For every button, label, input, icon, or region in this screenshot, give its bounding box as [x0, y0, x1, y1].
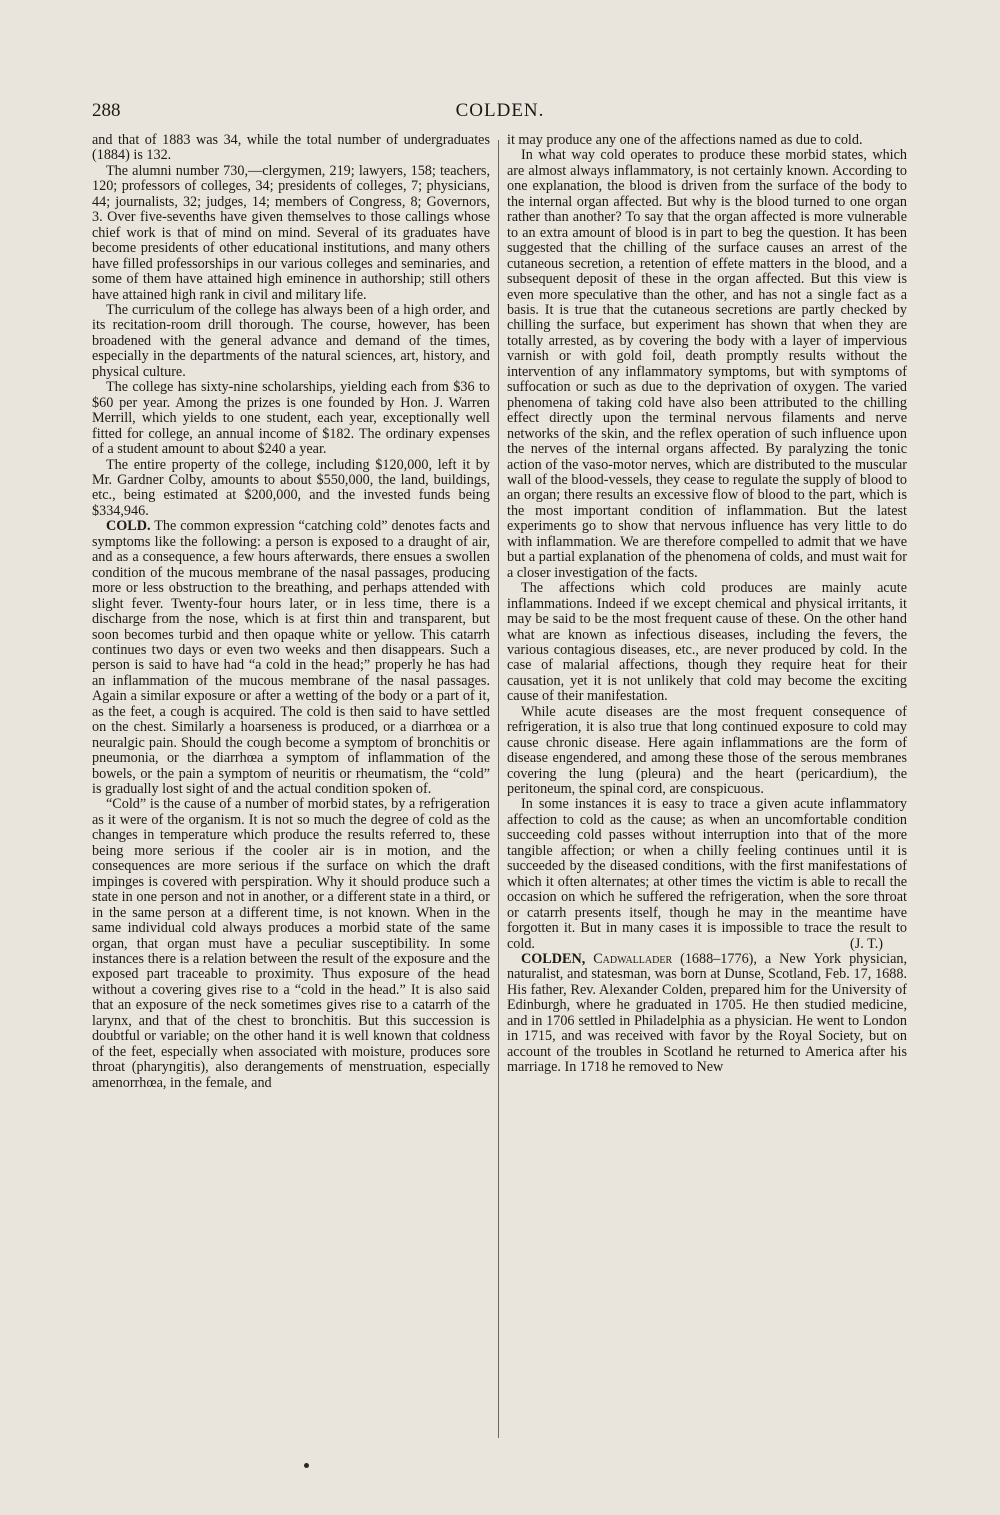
paragraph: In what way cold operates to produce these morbid states, which are almost always inflammatory, is not certainly known. According to one explanation, the blood is driven from the surface of the body to the internal organ affected. But why is the blood turned to one organ rather than another? To say that the organ affected is more vulnerable to an extra amount of blood is in part to beg the question. It has been suggested that the chilling of the surface causes an arrest of the cutaneous secretion, a retention of effete matters in the blood, and a subsequent deposit of these in the organ affected. But this view is even more speculative than the other, and has not a single fact as a basis. It is true that the cutaneous secretions are partly checked by chilling the surface, but experiment has shown that when they are totally arrested, as by covering the body with a layer of impervious varnish or with gold foil, death promptly results without the intervention of any inflammatory symptoms, but with symptoms of suffocation or such as due to the deprivation of oxygen. The varied phenomena of taking cold have also been attributed to the chilling effect directly upon the terminal nervous filaments and nerve networks of the skin, and the reflex operation of such influence upon the nerves of the internal organs affected. By paralyzing the tonic action of the vaso-motor nerves, which are distributed to the muscular wall of the blood-vessels, they cease to regulate the supply of blood to an organ; there results an excessive flow of blood to the part, which is the most important condition of inflammation. But the latest experiments go to show that nervous influence has very little to do with inflammation. We are therefore compelled to admit that we have but a partial explanation of the phenomena of colds, and must wait for a closer investigation of the facts. [507, 147, 907, 581]
page-header [92, 100, 908, 126]
article-head-word: COLD. [106, 518, 151, 535]
paragraph: The entire property of the college, including $120,000, left it by Mr. Gardner Colby, amounts to about $550,000, the land, buildings, etc., being estimated at $200,000, and the invested funds being $334,946. [92, 456, 490, 519]
paragraph: The curriculum of the college has always been of a high order, and its recitation-room drill thorough. The course, however, has been broadened with the general advance and demand of the times, especially in the departments of the natural sciences, art, history, and physical culture. [92, 301, 490, 380]
paragraph: “Cold” is the cause of a number of morbid states, by a refrigeration as it were of the organism. It is not so much the degree of cold as the changes in temperature which produce the results referred to, these being more serious if the cooler air is in motion, and the consequences are more serious if the surface on which the draft impinges is covered with perspiration. Why it should produce such a state in one person and not in another, or a different state in a third, or in the same person at a different time, is not known. When in the same individual cold always produces a morbid state of the same organ, that organ must have a peculiar susceptibility. In some instances there is a relation between the result of the exposure and the exposed part traceable to proximity. Thus exposure of the head without a covering gives rise to a “cold in the head.” It is also said that an exposure of the neck sometimes gives rise to a catarrh of the larynx, and that of the chest to bronchitis. But this succession is doubtful or variable; on the other hand it is well known that coldness of the feet, especially when associated with moisture, produces sore throat (pharyngitis), also derangements of menstruation, especially amenorrhœa, in the female, and [92, 796, 490, 1091]
column-rule [498, 140, 499, 1438]
article-paragraph-cold [92, 519, 490, 797]
paragraph: The college has sixty-nine scholarships, yielding each from $36 to $60 per year. Among the prizes is one founded by Hon. J. Warren Merrill, which yields to one student, each year, exceptionally well fitted for college, an annual income of $182. The ordinary expenses of a student amount to about $240 a year. [92, 379, 490, 458]
running-head: COLDEN. [455, 100, 545, 121]
paragraph: and that of 1883 was 34, while the total number of undergraduates (1884) is 132. [92, 133, 490, 164]
article-name: Cadwallader [593, 951, 673, 968]
article-head-word: COLDEN, [521, 951, 586, 968]
paragraph-with-signature [507, 797, 907, 952]
paragraph-text: In some instances it is easy to trace a given acute inflammatory affection to cold as the cause; as when an uncomfortable condition succeeding cold passes without interruption into that of the more tangible affection; or when a chilly feeling continues until it is succeeded by the diseased conditions, with the first manifestations of which it often alternates; at other times the victim is able to recall the occasion on which he suffered the refrigeration, when the sore throat or catarrh presents itself, though he may in the meantime have forgotten it. But in many cases it is impossible to trace the result to cold. [507, 796, 907, 952]
paragraph-text: (1688–1776), a New York physician, naturalist, and statesman, was born at Dunse, Scotland, Feb. 17, 1688. His father, Rev. Alexander Colden, prepared him for the University of Edinburgh, where he graduated in 1705. He then studied medicine, and in 1706 settled in Philadelphia as a physician. He went to London in 1715, and was received with favor by the Royal Society, but on account of the troubles in Scotland he returned to America after his marriage. In 1718 he removed to New [507, 951, 907, 1076]
paragraph-text: The common expression “catching cold” denotes facts and symptoms like the following: a person is exposed to a draught of air, and as a consequence, a few hours afterwards, there ensues a swollen condition of the mucous membrane of the nasal passages, producing more or less obstruction to the breathing, and perhaps attended with slight fever. Twenty-four hours later, or in less time, there is a discharge from the nose, which is at first thin and transparent, but soon becomes turbid and then opaque white or yellow. This catarrh continues two days or even two weeks and then disappears. Such a person is said to have had “a cold in the head;” properly he has had an inflammation of the mucous membrane of the nasal passages. Again a similar exposure or after a wetting of the body or a part of it, as the feet, a cough is acquired. The cold is then said to have settled on the chest. Similarly a hoarseness is produced, or a diarrhœa or a neuralgic pain. Should the cough become a symptom of bronchitis or pneumonia, or the diarrhœa a symptom of inflammation of the bowels, or the pain a symptom of neuritis or rheumatism, the “cold” is gradually lost sight of and the actual condition spoken of. [92, 518, 490, 798]
page-number: 288 [92, 100, 121, 121]
paragraph: The affections which cold produces are mainly acute inflammations. Indeed if we except chemical and physical irritants, it may be said to be the most frequent cause of these. On the other hand what are known as infectious diseases, including the fevers, the various contagious diseases, etc., are never produced by cold. In the case of malarial affections, though they require heat for their causation, yet it is not unlikely that cold may become the exciting cause of their manifestation. [507, 580, 907, 705]
paragraph: While acute diseases are the most frequent consequence of refrigeration, it is also true that long continued exposure to cold may cause chronic disease. Here again inflammations are the form of disease engendered, and among these those of the serous membranes covering the lung (pleura) and the heart (pericardium), the peritoneum, the spinal cord, are conspicuous. [507, 703, 907, 798]
paragraph: The alumni number 730,—clergymen, 219; lawyers, 158; teachers, 120; professors of colleges, 34; presidents of colleges, 7; physicians, 44; journalists, 32; judges, 14; members of Congress, 8; Governors, 3. Over five-sevenths have given themselves to those callings whose chief work is that of mind on mind. Several of its graduates have become presidents of other educational institutions, and many others have filled professorships in our various colleges and seminaries, and some of them have attained high eminence in authorship; still others have attained high rank in civil and military life. [92, 162, 490, 303]
printer-dot [304, 1463, 309, 1468]
right-column [507, 133, 907, 1445]
author-signature: (J. T.) [850, 935, 883, 952]
article-paragraph-colden [507, 952, 907, 1076]
left-column [92, 133, 490, 1445]
paragraph: it may produce any one of the affections named as due to cold. [507, 133, 863, 148]
